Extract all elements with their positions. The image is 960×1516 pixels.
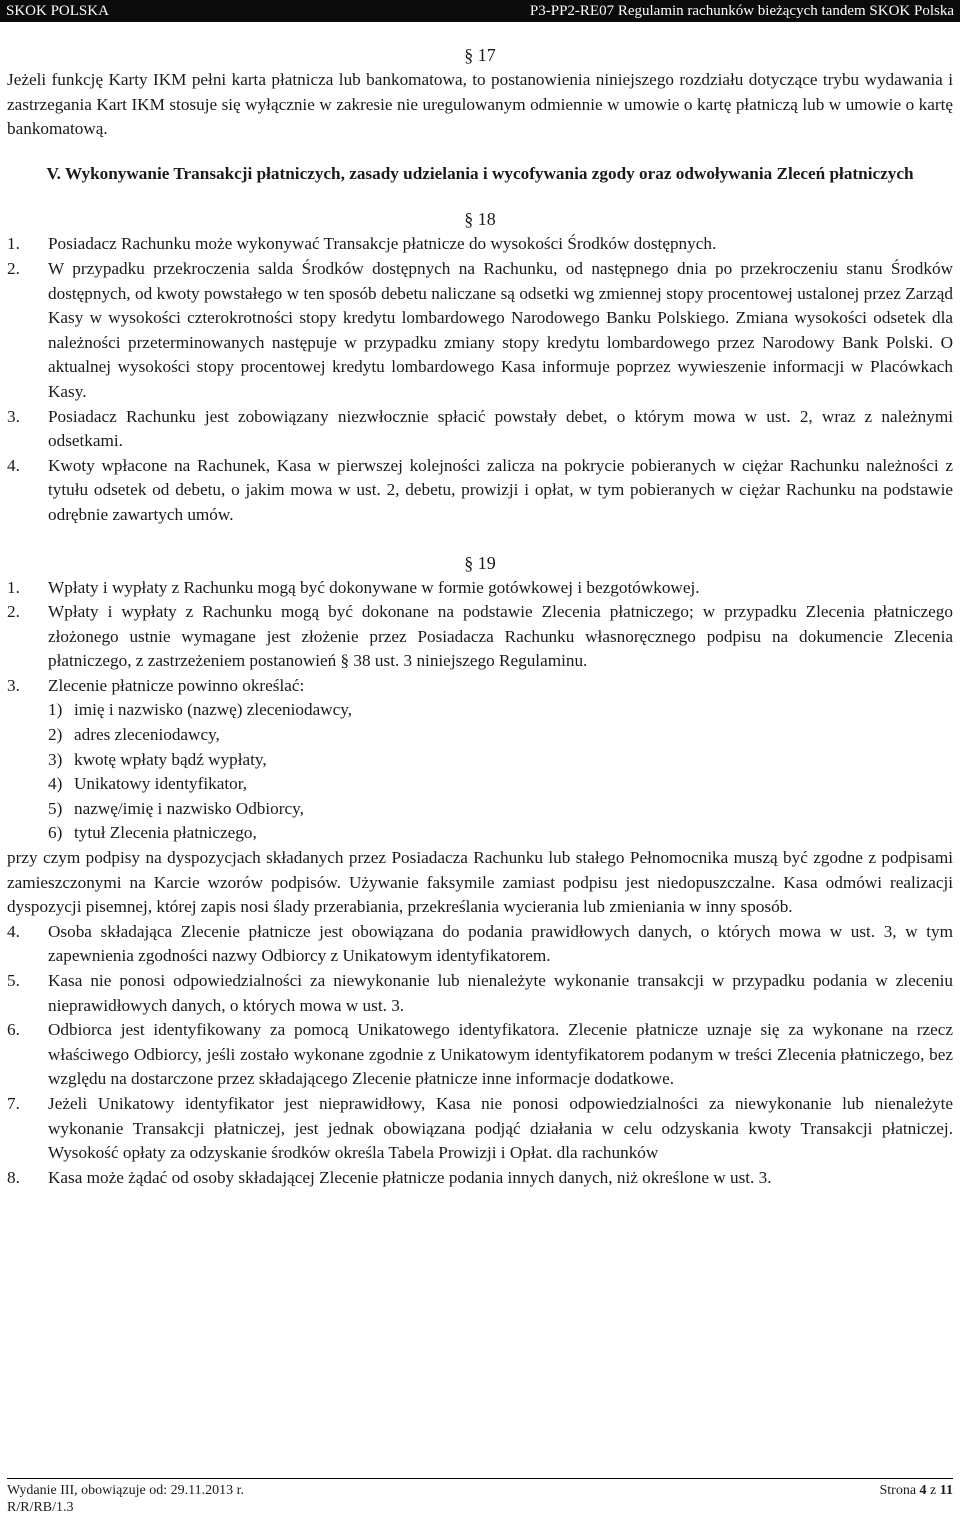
sub-list-item [48,772,953,797]
list-item-number: 3. [7,675,20,695]
list-item-text: Kasa może żądać od osoby składającej Zlecenie płatnicze podania innych danych, niż określone w ust. 3. [48,1167,772,1187]
list-item-text: Kasa nie ponosi odpowiedzialności za niewykonanie lub nienależyte wykonanie transakcji w przypadku podania w zleceniu nieprawidłowych danych, o których mowa w ust. 3. [48,971,953,1015]
list-item-text: Kwoty wpłacone na Rachunek, Kasa w pierwszej kolejności zalicza na pokrycie pobieranych w ciężar Rachunku należności z tytułu odsetek od debetu, o jakim mowa w ust. 2, debetu, prowizji i opłat, w tym pobieranych w ciężar Rachunku na podstawie odrębnie zawartych umów. [48,455,953,524]
footer-edition: Wydanie III, obowiązuje od: 29.11.2013 r. [7,1483,244,1498]
list-item [7,969,953,1018]
list-item [7,1018,953,1092]
sub-list-number: 2) [48,725,63,745]
footer-document-code: R/R/RB/1.3 [7,1500,74,1515]
sub-list-item [48,748,953,773]
list-item [7,405,953,454]
list-item [7,920,953,969]
sub-list-text: adres zleceniodawcy, [74,725,220,745]
sub-list-item [48,821,953,846]
list-item-number: 7. [7,1093,20,1113]
header-document-code: P3-PP2-RE07 Regulamin rachunków bieżących tandem SKOK Polska [529,3,954,19]
list-item-number: 3. [7,406,20,426]
list-item-number: 1. [7,234,20,254]
list-item-text: Posiadacz Rachunku może wykonywać Transakcje płatnicze do wysokości Środków dostępnych. [48,234,717,254]
list-item [7,232,953,257]
list-item-text: W przypadku przekroczenia salda Środków dostępnych na Rachunku, od następnego dnia po przekroczeniu stanu Środków dostępnych, od kwoty powstałego w ten sposób debetu naliczane są odsetki wg zmiennej stopy procentowej ustalonej przez Zarząd Kasy w wysokości czterokrotności stopy kredytu lombardowego Narodowego Banku Polskiego. Zmiana wysokości odsetek dla należności przeterminowanych następuje w przypadku zmiany stopy kredytu lombardowego przez Narodowy Bank Polski. O aktualnej wysokości stopy procentowej kredytu lombardowego Kasa informuje poprzez wywieszenie informacji w Placówkach Kasy. [48,258,953,401]
paragraph-19-list [7,576,953,1191]
list-item-number: 5. [7,971,20,990]
sub-list-number: 5) [48,798,63,818]
list-item-number: 2. [7,258,20,278]
list-item-text: Wpłaty i wypłaty z Rachunku mogą być dokonywane w formie gotówkowej i bezgotówkowej. [48,577,700,597]
sub-list-number: 6) [48,823,63,843]
list-item [7,674,953,699]
list-item [7,576,953,601]
list-item [7,1166,953,1191]
list-item-number: 1. [7,577,20,597]
header-org-name: SKOK POLSKA [6,3,109,19]
document-body [7,42,953,1190]
sub-list-number: 3) [48,749,63,769]
item-3-continuation: przy czym podpisy na dyspozycjach składanych przez Posiadacza Rachunku lub stałego Pełnomocnika muszą być zgodne z podpisami zamieszczonymi na Karcie wzorów podpisów. Używanie faksymile zamiast podpisu jest niedopuszczalne. Kasa odmówi realizacji dyspozycji pisemnej, której zapis nosi ślady przerabiania, przekreślania wycierania lub zmieniania w inny sposób. [7,848,953,917]
document-header [0,0,960,22]
paragraph-sign-18: § 18 [464,209,496,230]
footer-divider [7,1478,953,1479]
sub-list-text: imię i nazwisko (nazwę) zleceniodawcy, [74,700,353,720]
paragraph-18-list [7,232,953,527]
list-item-number: 2. [7,602,20,622]
list-item-text: Zlecenie płatnicze powinno określać: [48,675,305,695]
list-item [7,257,953,405]
list-item [7,454,953,528]
list-item-text: Odbiorca jest identyfikowany za pomocą Unikatowego identyfikatora. Zlecenie płatnicze uznaje się za wykonane na rzecz właściwego Odbiorcy, jeśli zostało wykonane zgodnie z Unikatowym identyfikatorem podanym w treści Zlecenia płatniczego, bez względu na dostarczone przez składającego Zlecenie płatnicze inne informacje dodatkowe. [48,1020,953,1089]
sub-list-item [48,723,953,748]
list-item-number: 6. [7,1020,20,1040]
sub-list-text: tytuł Zlecenia płatniczego, [74,823,257,843]
section-title: V. Wykonywanie Transakcji płatniczych, zasady udzielania i wycofywania zgody oraz odwoływania Zleceń płatniczych [46,163,914,183]
sub-list-text: Unikatowy identyfikator, [74,774,248,794]
list-item-text: Wpłaty i wypłaty z Rachunku mogą być dokonane na podstawie Zlecenia płatniczego; w przypadku Zlecenia płatniczego złożonego ustnie wymagane jest złożenie przez Posiadacza Rachunku własnoręcznego podpisu na dokumencie Zlecenia płatniczego, z zastrzeżeniem postanowień § 38 ust. 3 niniejszego Regulaminu. [48,602,953,671]
list-item-number: 8. [7,1167,20,1187]
list-item-number: 4. [7,455,20,475]
list-item-text: Jeżeli Unikatowy identyfikator jest nieprawidłowy, Kasa nie ponosi odpowiedzialności za niewykonanie lub nienależyte wykonanie Transakcji płatniczej, jest jednak obowiązana podjąć działania w celu odzyskania kwoty Transakcji płatniczej. Wysokość opłaty za odzyskanie środków określa Tabela Prowizji i Opłat. dla rachunków [48,1093,953,1163]
list-item-text: Posiadacz Rachunku jest zobowiązany niezwłocznie spłacić powstały debet, o którym mowa w ust. 2, wraz z należnymi odsetkami. [48,406,953,451]
sub-list-item [48,797,953,822]
list-item-number: 4. [7,921,20,941]
list-item [7,600,953,674]
sub-list-number: 1) [48,700,63,720]
paragraph-sign-17: § 17 [464,45,496,65]
sub-list-text: kwotę wpłaty bądź wypłaty, [74,749,267,769]
footer-page-number: Strona 4 z 11 [879,1483,953,1498]
paragraph-17-text: Jeżeli funkcję Karty IKM pełni karta płatnicza lub bankomatowa, to postanowienia niniejszego rozdziału dotyczące trybu wydawania i zastrzegania Kart IKM stosuje się wyłącznie w zakresie nie uregulowanym odmiennie w umowie o kartę płatniczą lub w umowie o kartę bankomatową. [7,70,953,139]
paragraph-sign-19: § 19 [464,552,496,573]
sub-list [48,698,953,846]
sub-list-number: 4) [48,774,63,794]
list-item-text: Osoba składająca Zlecenie płatnicze jest obowiązana do podania prawidłowych danych, o których mowa w ust. 3, w tym zapewnienia zgodności nazwy Odbiorcy z Unikatowym identyfikatorem. [48,921,953,966]
list-item [7,1092,953,1166]
sub-list-item [48,698,953,723]
sub-list-text: nazwę/imię i nazwisko Odbiorcy, [74,798,304,818]
